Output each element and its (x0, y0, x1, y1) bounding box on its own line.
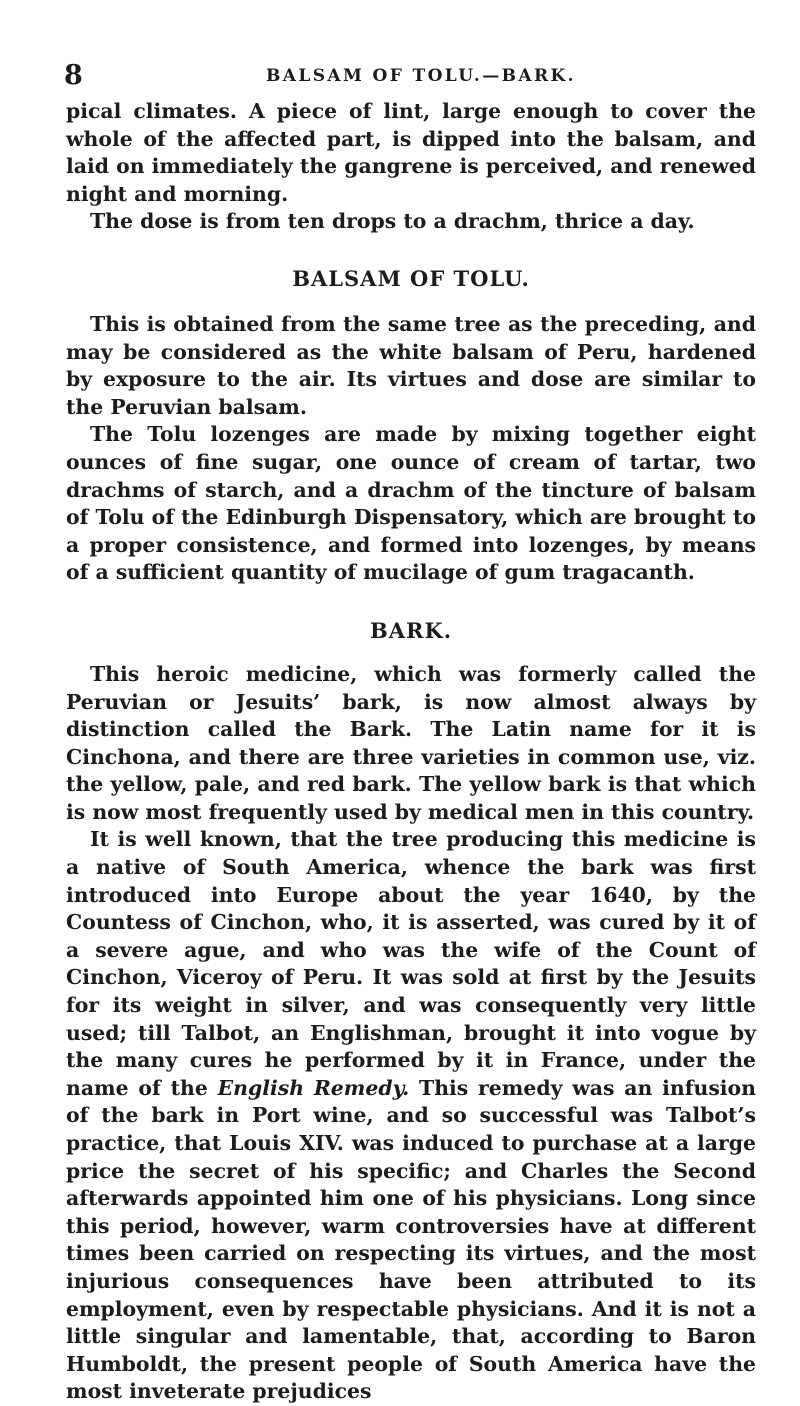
continued-paragraph: pical climates. A piece of lint, large enough to cover the whole of the affected part, is dipped into the balsam, and laid on immediately the gangrene is perceived, and renewed night and morning. (66, 99, 756, 206)
bark-paragraph-names: This heroic medicine, which was formerly called the Peruvian or Jesuits’ bark, is now almost always by distinction called the Bark. The Latin name for it is Cinchona, and there are three varieties in common use, viz. the yellow, pale, and red bark. The yellow bark is that which is now most frequently used by medical men in this country. (66, 661, 756, 824)
tolu-paragraph-lozenges: The Tolu lozenges are made by mixing together eight ounces of fine sugar, one ounce of cream of tartar, two drachms of starch, and a drachm of the tincture of balsam of Tolu of the Edinburgh Dispensatory, which are brought to a proper consistence, and formed into lozenges, by means of a sufficient quantity of mucilage of gum tragacanth. (66, 422, 756, 585)
section-heading-bark: BARK. (369, 617, 453, 643)
running-header (66, 58, 756, 98)
book-page (66, 58, 756, 1406)
bark-history-text-2: This remedy was an infusion of the bark in Port wine, and so successful was Talbot’s practice, that Louis XIV. was induced to purchase at a large price the secret of his specific; and Charles the Second afterwards appointed him one of his physicians. Long since this period, however, warm controversies have at different times been carried on respecting its virtues, and the most injurious consequences have been attributed to its employment, even by respectable physicians. And it is not a little singular and lamentable, that, according to Baron Humboldt, the present people of South America have the most inveterate prejudices (66, 1075, 756, 1404)
bark-history-text-1: It is well known, that the tree producing this medicine is a native of South America, whence the bark was first introduced into Europe about the year 1640, by the Countess of Cinchon, who, it is asserted, was cured by it of a severe ague, and who was the wife of the Count of Cinchon, Viceroy of Peru. It was sold at first by the Jesuits for its weight in silver, and was consequently very little used; till Talbot, an Englishman, brought it into vogue by the many cures he performed by it in France, under the name of the (66, 827, 756, 1100)
page-number: 8 (64, 60, 83, 91)
tolu-paragraph-origin: This is obtained from the same tree as the preceding, and may be considered as the white balsam of Peru, hardened by exposure to the air. Its virtues and dose are similar to the Peruvian balsam. (66, 311, 756, 419)
running-title: BALSAM OF TOLU.—BARK. (266, 66, 576, 86)
english-remedy-italic: English Remedy. (217, 1075, 410, 1100)
dose-paragraph: The dose is from ten drops to a drachm, thrice a day. (90, 209, 695, 234)
section-heading-balsam-of-tolu: BALSAM OF TOLU. (292, 265, 530, 291)
bark-paragraph-history (66, 826, 756, 1405)
